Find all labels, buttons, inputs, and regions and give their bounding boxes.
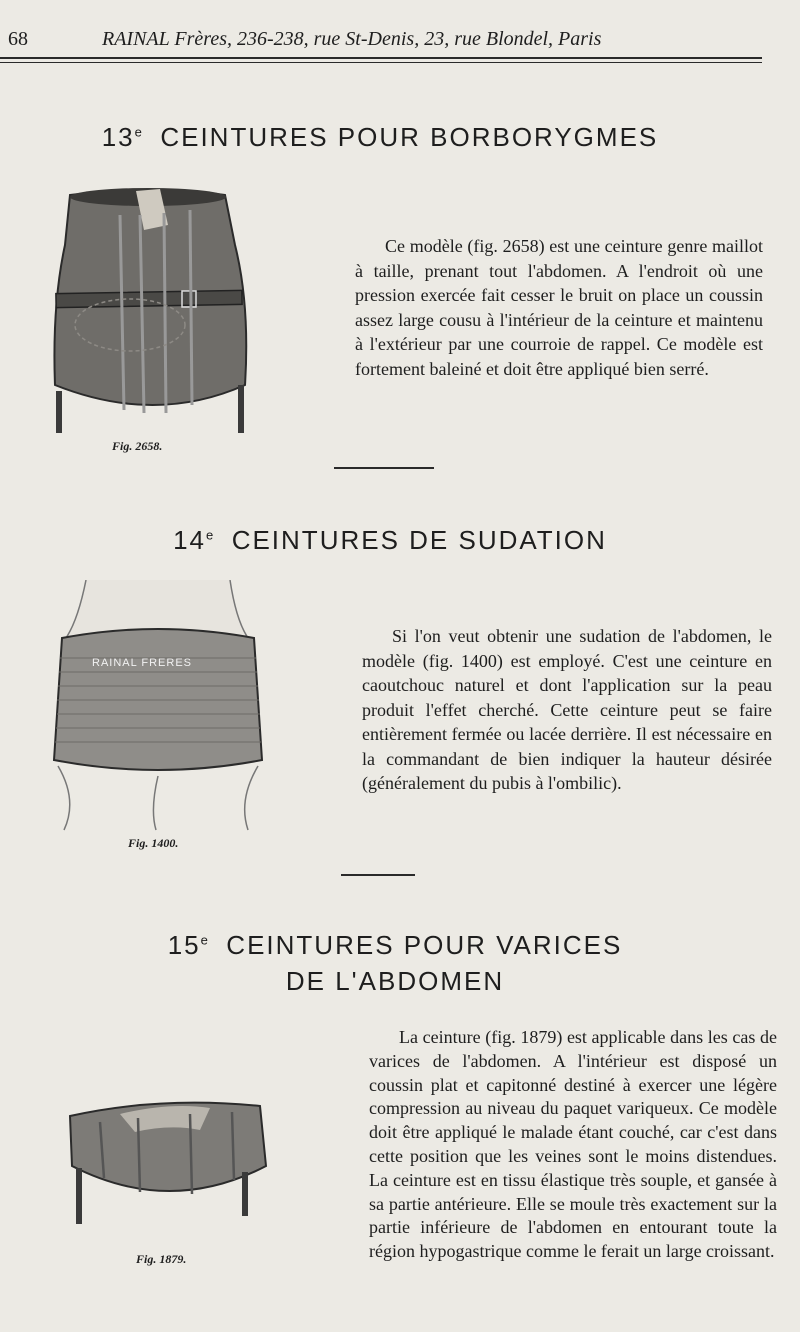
running-head: RAINAL Frères, 236-238, rue St-Denis, 23, rue Blondel, Paris <box>102 28 602 50</box>
figure-2658 <box>40 185 270 455</box>
figure-caption: Fig. 1400. <box>128 836 179 850</box>
section-title-14 <box>0 525 780 556</box>
section-title-15-line2: DE L'ABDOMEN <box>285 966 505 996</box>
section-number: 15 <box>167 930 201 960</box>
figure-1400 <box>48 580 278 850</box>
section-number: 14 <box>173 525 206 555</box>
varicose-belt-illustration-icon <box>60 1096 280 1236</box>
section-number: 13 <box>101 122 135 152</box>
section-heading: CEINTURES POUR BORBORYGMES <box>160 122 659 152</box>
header-rule-thin <box>0 62 762 63</box>
corset-illustration-icon <box>40 185 270 435</box>
section-divider <box>341 874 415 876</box>
section-15-paragraph: La ceinture (fig. 1879) est applicable dans les cas de varices de l'abdomen. A l'intérieur est disposé un coussin plat et capitonné destiné à exercer une légère compression au niveau du paquet variqueux. Ce modèle doit être appliqué le malade étant couché, car c'est dans cette position que les veines sont le moins distendues. La ceinture est en tissu élastique très souple, et gansée à sa partie antérieure. Elle se moule très exactement sur la partie inférieure de l'abdomen en entourant toute la région hypogastrique comme le ferait un large croissant. <box>369 1027 777 1262</box>
figure-caption: Fig. 1879. <box>136 1252 187 1266</box>
figure-caption: Fig. 2658. <box>112 439 163 453</box>
section-14-paragraph: Si l'on veut obtenir une sudation de l'abdomen, le modèle (fig. 1400) est employé. C'est une ceinture en caoutchouc naturel et dont l'application sur la peau produit l'effet cherché. Cette ceinture peut se faire entièrement fermée ou lacée derrière. Il est nécessaire en la commandant de bien indiquer la hauteur désirée (généralement du pubis à l'ombilic). <box>362 626 772 793</box>
section-title-13 <box>0 122 760 153</box>
page-header <box>8 28 768 52</box>
sudation-belt-illustration-icon <box>48 580 278 835</box>
header-rule-thick <box>0 57 762 59</box>
section-title-15 <box>0 930 790 961</box>
section-13-paragraph: Ce modèle (fig. 2658) est une ceinture genre maillot à taille, prenant tout l'abdomen. A l'endroit où une pression exercée fait cesser le bruit on place un coussin assez large cousu à l'intérieur de la ceinture et maintenu à l'extérieur par une courroie de rappel. Ce modèle est fortement baleiné et doit être appliqué bien serré. <box>355 236 763 379</box>
ordinal-suffix: e <box>200 932 208 948</box>
section-heading: CEINTURES DE SUDATION <box>231 525 607 555</box>
belt-label: RAINAL FRERES <box>92 657 193 669</box>
section-heading: CEINTURES POUR VARICES <box>226 930 623 960</box>
section-divider <box>334 467 434 469</box>
page-number: 68 <box>8 28 28 50</box>
figure-1879 <box>60 1096 280 1266</box>
ordinal-suffix: e <box>206 527 214 543</box>
ordinal-suffix: e <box>134 124 142 140</box>
